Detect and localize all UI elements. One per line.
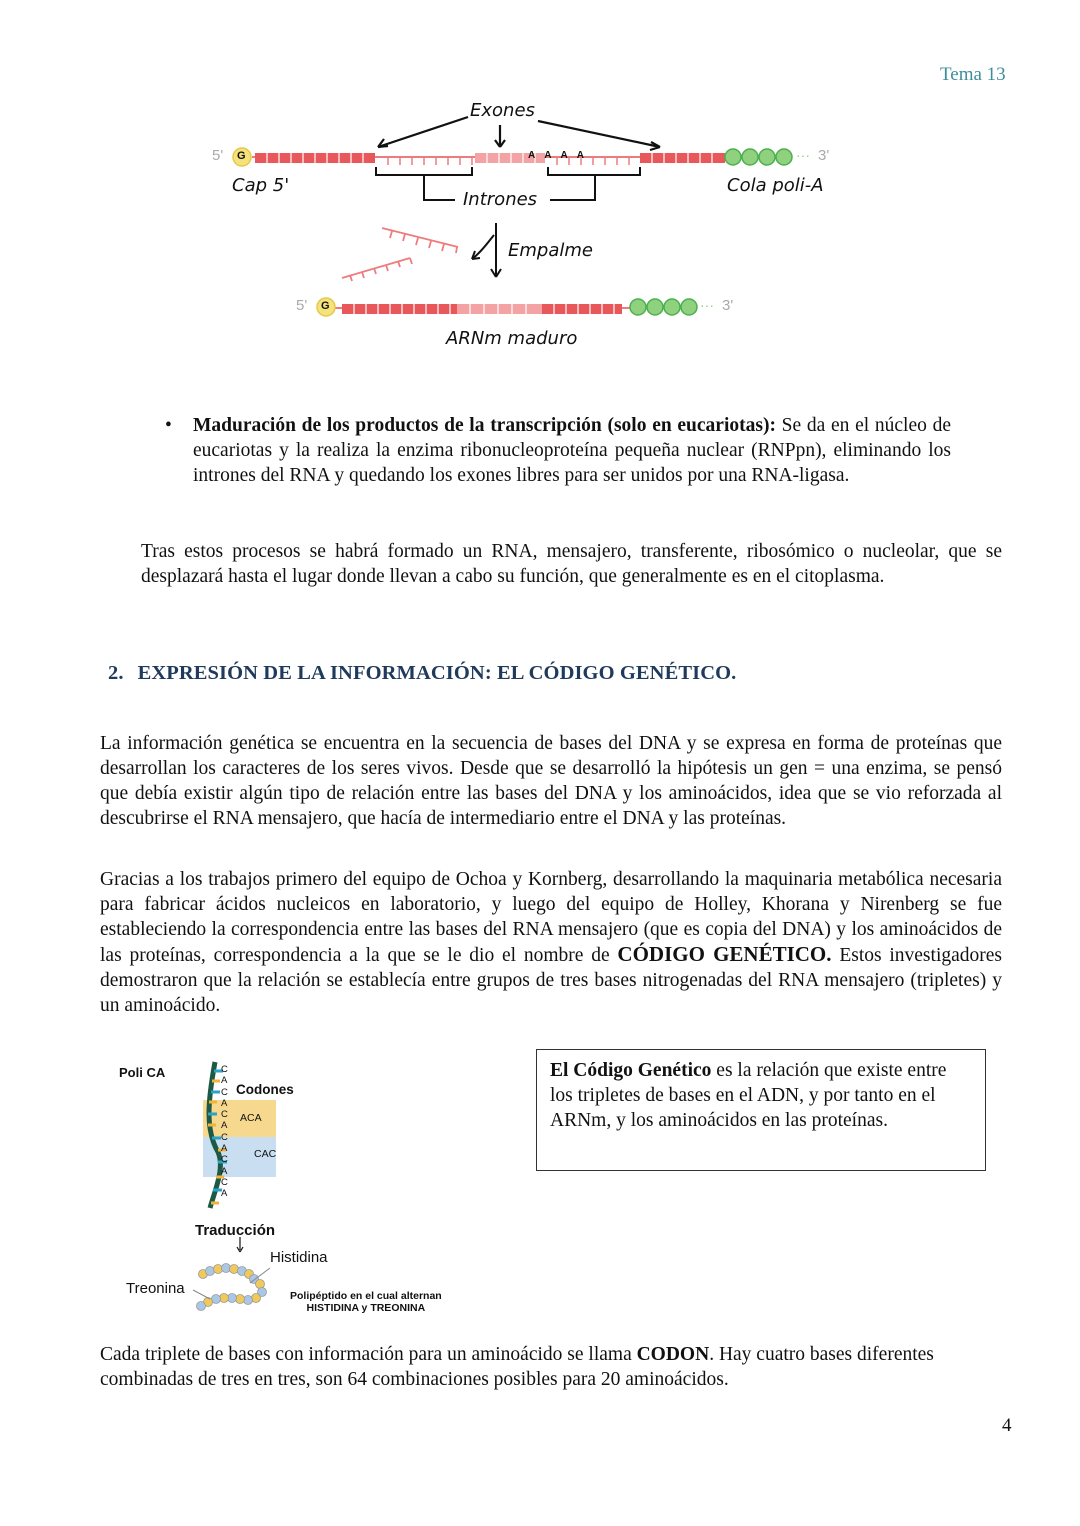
empalme-label: Empalme — [508, 240, 593, 261]
exones-label: Exones — [470, 100, 535, 121]
paragraph-codon: Cada triplete de bases con información para un aminoácido se llama CODON. Hay cuatro bases diferentes combinadas de tres en tres, son 64 combinaciones posibles para 20 aminoácidos. — [100, 1344, 934, 1390]
header-topic-label: Tema 13 — [940, 64, 1006, 85]
cap-label: Cap 5' — [232, 175, 290, 196]
genetic-code-term: CÓDIGO GENÉTICO. — [617, 942, 832, 966]
splicing-diagram — [200, 95, 860, 360]
three-prime-label-mature: 3' — [722, 297, 734, 314]
poli-ca-title: Poli CA — [119, 1065, 166, 1080]
five-prime-label-mature: 5' — [296, 297, 308, 314]
bullet-list-item — [165, 413, 951, 488]
definition-box: El Código Genético es la relación que existe entre los tripletes de bases en el ADN, y por tanto en el ARNm, y los aminoácidos en las proteínas. — [536, 1049, 986, 1171]
codones-label: Codones — [236, 1082, 294, 1097]
polyA-bases: AAAA — [528, 150, 593, 161]
page-number: 4 — [1002, 1415, 1012, 1436]
intrones-label: Intrones — [463, 189, 538, 210]
cap-base-label-mature: G — [321, 300, 330, 312]
bullet-marker: • — [165, 415, 172, 436]
splicing-diagram-graphic — [200, 95, 860, 360]
polyA-ellipsis-mature: ··· — [700, 297, 714, 313]
codon-aca: ACA — [240, 1112, 262, 1124]
three-prime-label: 3' — [818, 147, 830, 164]
treonina-label: Treonina — [126, 1280, 185, 1297]
mature-mrna-label: ARNm maduro — [446, 328, 578, 349]
paragraph-history: Gracias a los trabajos primero del equipo de Ochoa y Kornberg, desarrollando la maquinaria metabólica necesaria para fabricar ácidos nucleicos en laboratorio, y luego del equipo de Holley, Khorana y Nirenberg se fue estableciendo la correspondencia entre las bases del RNA mensajero (que es copia del DNA) y los aminoácidos de las proteínas, correspondencia a la que se le dio el nombre de CÓDIGO GENÉTICO. Estos investigadores demostraron que la relación se establecía entre grupos de tres bases nitrogenadas del RNA mensajero (tripletes) y un aminoácido. — [100, 869, 1003, 1016]
histidina-label: Histidina — [270, 1249, 328, 1266]
codon-term: CODON — [636, 1344, 710, 1365]
section-heading: 2. EXPRESIÓN DE LA INFORMACIÓN: EL CÓDIGO GENÉTICO. — [108, 662, 737, 684]
paragraph-genetic-information: La información genética se encuentra en la secuencia de bases del DNA y se expresa en forma de proteínas que desarrollan los caracteres de los seres vivos. Desde que se desarrolló la hipótesis un gen = una enzima, se pensó que debía existir algún tipo de relación entre las bases del DNA y los aminoácidos, idea que se vio reforzada al descubrirse el RNA mensajero, que hacía de intermediario entre el DNA y las proteínas. — [100, 733, 1002, 829]
definition-term: El Código Genético — [550, 1060, 712, 1081]
cap-base-label: G — [237, 150, 246, 162]
bullet-bold-lead: Maduración de los productos de la transcripción (solo en eucariotas): — [193, 415, 776, 436]
five-prime-label: 5' — [212, 147, 224, 164]
traduccion-label: Traducción — [195, 1222, 276, 1239]
polypeptide-caption: Polipéptido en el cual alternan HISTIDINA y TREONINA — [290, 1290, 442, 1314]
codon-diagram — [100, 1050, 480, 1320]
bullet-text: Maduración de los productos de la transcripción (solo en eucariotas): Se da en el núcleo de eucariotas y la realiza la enzima ribonucleoproteína pequeña nuclear (RNPpn), eliminando los intrones del RNA y quedando los exones libres para ser unidos por una RNA-ligasa. — [193, 415, 951, 486]
codon-cac: CAC — [254, 1148, 277, 1160]
paragraph-after-processes: Tras estos procesos se habrá formado un RNA, mensajero, transferente, ribosómico o nucleolar, que se desplazará hasta el lugar donde llevan a cabo su función, que generalmente es en el citoplasma. — [141, 541, 1002, 587]
polyA-ellipsis: ··· — [796, 147, 810, 163]
cola-label: Cola poli-A — [727, 175, 824, 196]
base-sequence: C A C A C A C A C A C A — [221, 1064, 228, 1200]
